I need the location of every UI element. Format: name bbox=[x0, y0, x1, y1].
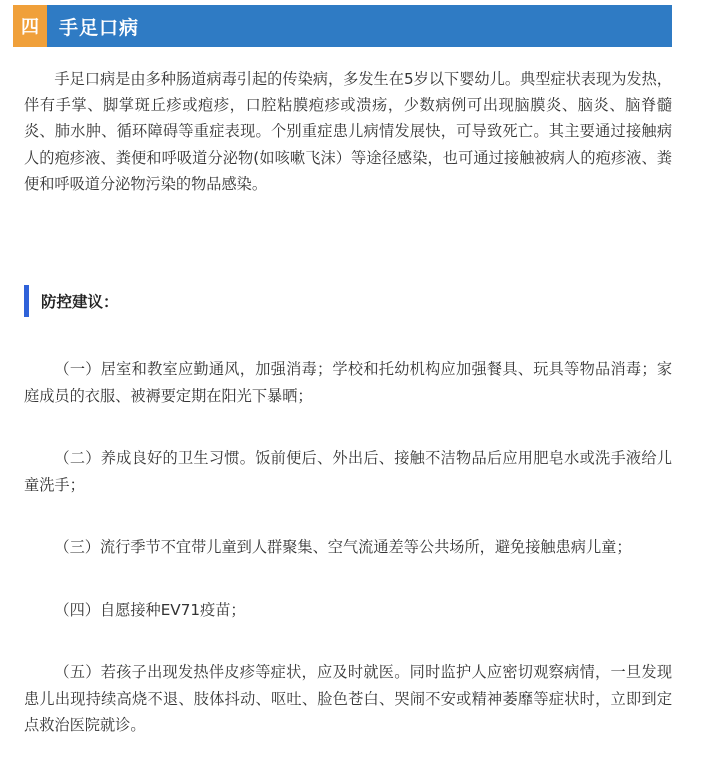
intro-paragraph: 手足口病是由多种肠道病毒引起的传染病，多发生在5岁以下婴幼儿。典型症状表现为发热，伴有手掌、脚掌斑丘疹或疱疹，口腔粘膜疱疹或溃疡，少数病例可出现脑膜炎、脑炎、脑脊髓炎、肺水肿、循环障碍等重症表现。个别重症患儿病情发展快，可导致死亡。其主要通过接触病人的疱疹液、粪便和呼吸道分泌物(如咳嗽飞沫）等途径感染，也可通过接触被病人的疱疹液、粪便和呼吸道分泌物污染的物品感染。 bbox=[24, 70, 672, 193]
heading-accent-bar bbox=[24, 285, 29, 317]
prevention-heading-text: 防控建议： bbox=[41, 293, 119, 311]
prevention-heading bbox=[24, 285, 119, 317]
advice-list bbox=[24, 356, 672, 775]
section-header bbox=[13, 5, 672, 47]
advice-item: （四）自愿接种EV71疫苗； bbox=[54, 600, 246, 619]
advice-item: （一）居室和教室应勤通风，加强消毒；学校和托幼机构应加强餐具、玩具等物品消毒；家庭成员的衣服、被褥要定期在阳光下暴晒； bbox=[24, 360, 672, 405]
advice-item: （五）若孩子出现发热伴皮疹等症状，应及时就医。同时监护人应密切观察病情，一旦发现患儿出现持续高烧不退、肢体抖动、呕吐、脸色苍白、哭闹不安或精神萎靡等症状时，立即到定点救治医院就诊。 bbox=[24, 663, 672, 734]
advice-item: （二）养成良好的卫生习惯。饭前便后、外出后、接触不洁物品后应用肥皂水或洗手液给儿童洗手； bbox=[24, 449, 672, 494]
section-title: 手足口病 bbox=[59, 16, 140, 39]
advice-item: （三）流行季节不宜带儿童到人群聚集、空气流通差等公共场所，避免接触患病儿童； bbox=[54, 538, 632, 556]
section-number: 四 bbox=[13, 5, 47, 47]
